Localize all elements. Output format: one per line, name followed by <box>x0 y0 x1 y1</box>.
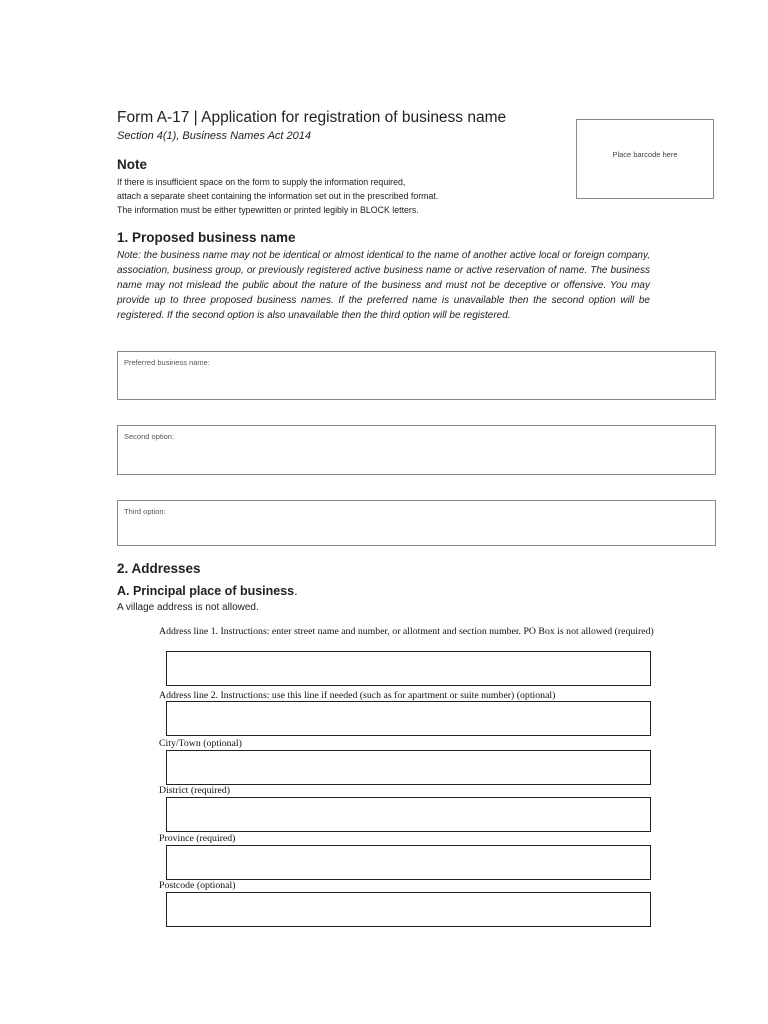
principal-place-heading-text: A. Principal place of business <box>117 584 295 598</box>
principal-place-heading <box>117 584 298 598</box>
note-line: attach a separate sheet containing the information set out in the prescribed format. <box>117 191 439 201</box>
third-option-label: Third option: <box>124 507 166 516</box>
postcode-input[interactable] <box>166 892 651 927</box>
barcode-box <box>576 119 714 199</box>
district-input[interactable] <box>166 797 651 832</box>
address-line-1-label: Address line 1. Instructions: enter street name and number, or allotment and section number. PO Box is not allowed (required) <box>159 626 654 637</box>
province-label: Province (required) <box>159 833 236 844</box>
second-option-label: Second option: <box>124 432 175 441</box>
preferred-name-label: Preferred business name: <box>124 358 210 367</box>
form-subtitle: Section 4(1), Business Names Act 2014 <box>117 130 312 142</box>
section-2-heading: 2. Addresses <box>117 561 201 576</box>
district-label: District (required) <box>159 785 230 796</box>
second-option-field[interactable] <box>117 425 716 475</box>
note-line: If there is insufficient space on the form to supply the information required, <box>117 177 406 187</box>
province-input[interactable] <box>166 845 651 880</box>
form-title: Form A-17 | Application for registration of business name <box>117 109 507 126</box>
principal-place-heading-suffix: . <box>294 584 298 598</box>
barcode-label: Place barcode here <box>612 150 678 159</box>
preferred-name-field[interactable] <box>117 351 716 400</box>
section-1-note: Note: the business name may not be identical or almost identical to the name of another active local or foreign company, association, business group, or previously registered active business name or active reservation of name. The business name may not mislead the public about the nature of the business and must not be deceptive or offensive. You may provide up to three proposed business names. If the preferred name is unavailable then the second option will be registered. If the second option is also unavailable then the third option will be registered. <box>117 250 650 321</box>
third-option-field[interactable] <box>117 500 716 546</box>
address-line-2-label: Address line 2. Instructions: use this line if needed (such as for apartment or suite number) (optional) <box>159 690 556 701</box>
note-line: The information must be either typewritten or printed legibly in BLOCK letters. <box>117 205 419 215</box>
city-town-label: City/Town (optional) <box>159 738 242 749</box>
note-text <box>117 175 537 217</box>
city-town-input[interactable] <box>166 750 651 785</box>
address-line-2-input[interactable] <box>166 701 651 736</box>
section-1-heading: 1. Proposed business name <box>117 230 296 245</box>
address-line-1-input[interactable] <box>166 651 651 686</box>
principal-place-note: A village address is not allowed. <box>117 602 259 613</box>
note-heading: Note <box>117 157 147 172</box>
postcode-label: Postcode (optional) <box>159 880 236 891</box>
